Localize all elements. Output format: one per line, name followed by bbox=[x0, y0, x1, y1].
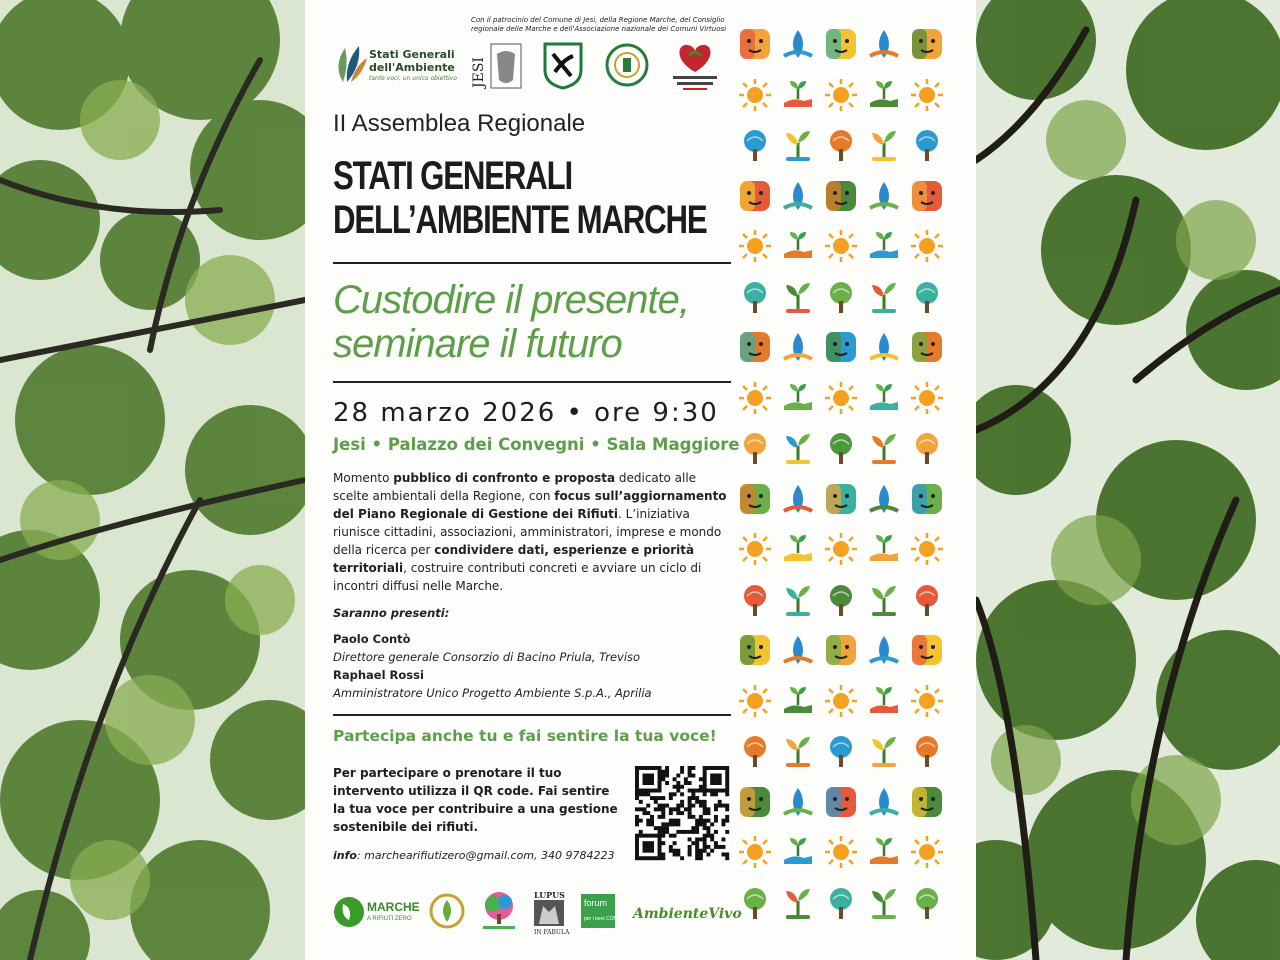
sun-icon bbox=[823, 531, 859, 567]
tree-icon bbox=[737, 279, 773, 315]
sprout-icon bbox=[866, 582, 902, 618]
sprout-icon bbox=[780, 127, 816, 163]
speaker-name: Paolo Contò bbox=[333, 632, 411, 646]
water-drop-icon bbox=[866, 784, 902, 820]
consiglio-regionale-logo bbox=[605, 40, 649, 94]
water-drop-icon bbox=[866, 329, 902, 365]
sprout-icon bbox=[866, 430, 902, 466]
mask-face-icon bbox=[909, 26, 945, 62]
hand-plant-icon bbox=[866, 683, 902, 719]
mask-face-icon bbox=[737, 632, 773, 668]
lupus-sub: IN FABULA bbox=[534, 929, 570, 936]
tree-icon bbox=[823, 127, 859, 163]
tree-icon bbox=[737, 127, 773, 163]
hand-plant-icon bbox=[780, 834, 816, 870]
mask-face-icon bbox=[737, 329, 773, 365]
speakers-heading: Saranno presenti: bbox=[333, 606, 450, 620]
desc-bold: pubblico di confronto e proposta bbox=[393, 471, 616, 485]
sun-icon bbox=[909, 228, 945, 264]
water-drop-icon bbox=[780, 481, 816, 517]
water-drop-icon bbox=[780, 632, 816, 668]
mask-face-icon bbox=[909, 632, 945, 668]
regione-marche-logo bbox=[541, 40, 585, 94]
tree-icon bbox=[737, 582, 773, 618]
info-label: info bbox=[333, 849, 357, 862]
contact-info bbox=[333, 849, 615, 862]
logo-line1: Stati Generali bbox=[369, 48, 455, 61]
lupus-in-fabula-logo bbox=[531, 890, 570, 940]
sun-icon bbox=[823, 683, 859, 719]
ambiente-label: AmbienteVivo bbox=[633, 906, 742, 922]
tree-icon bbox=[909, 127, 945, 163]
marche-rifiuti-zero-logo bbox=[333, 894, 423, 934]
event-date: 28 marzo 2026 • ore 9:30 bbox=[333, 398, 719, 428]
tree-canopy-left bbox=[0, 0, 305, 960]
tree-icon bbox=[823, 279, 859, 315]
desc-bold: focus sull’aggiornamento del Piano Regionale di Gestione dei Rifiuti bbox=[333, 489, 727, 521]
qr-code[interactable] bbox=[635, 766, 729, 860]
forum-label: forum bbox=[584, 898, 608, 908]
hand-plant-icon bbox=[780, 228, 816, 264]
info-text: : marchearifiutizero@gmail.com, 340 9784223 bbox=[356, 849, 615, 862]
ambiente-vivo-logo bbox=[631, 898, 742, 932]
speakers-section bbox=[333, 604, 731, 702]
desc-text: , costruire contributi concreti e avviare un ciclo di incontri diffusi nelle Marche. bbox=[333, 561, 702, 593]
tree-icon bbox=[909, 733, 945, 769]
tree-icon bbox=[823, 733, 859, 769]
marche-label: MARCHE bbox=[367, 900, 420, 914]
sun-icon bbox=[737, 77, 773, 113]
mask-face-icon bbox=[823, 632, 859, 668]
desc-text: Momento bbox=[333, 471, 394, 485]
sun-icon bbox=[909, 683, 945, 719]
sun-icon bbox=[737, 834, 773, 870]
speaker-role: Direttore generale Consorzio di Bacino Priula, Treviso bbox=[333, 650, 641, 664]
comuni-virtuosi-logo bbox=[665, 38, 725, 96]
desc-text: . L’iniziativa riunisce cittadini, associazioni, amministratori, imprese e mondo della ricerca per bbox=[333, 507, 722, 557]
tree-icon bbox=[737, 733, 773, 769]
tree-icon bbox=[909, 430, 945, 466]
leaves-logo-icon bbox=[333, 42, 367, 84]
tree-icon bbox=[737, 430, 773, 466]
hand-plant-icon bbox=[866, 380, 902, 416]
water-drop-icon bbox=[866, 178, 902, 214]
hand-plant-icon bbox=[780, 380, 816, 416]
tree-icon bbox=[909, 582, 945, 618]
forum-beni-comuni-logo bbox=[581, 894, 627, 936]
event-description bbox=[333, 469, 731, 595]
speaker-role: Amministratore Unico Progetto Ambiente S.p.A., Aprilia bbox=[333, 686, 652, 700]
divider bbox=[333, 262, 731, 264]
mask-face-icon bbox=[823, 784, 859, 820]
mask-face-icon bbox=[823, 178, 859, 214]
jesi-label: JESI bbox=[471, 57, 487, 88]
tree-icon bbox=[823, 582, 859, 618]
cta-headline: Partecipa anche tu e fai sentire la tua voce! bbox=[333, 727, 717, 745]
water-drop-icon bbox=[780, 178, 816, 214]
divider bbox=[333, 381, 731, 383]
sun-icon bbox=[823, 380, 859, 416]
hand-plant-icon bbox=[780, 683, 816, 719]
sun-icon bbox=[823, 77, 859, 113]
sprout-icon bbox=[780, 733, 816, 769]
sprout-icon bbox=[866, 127, 902, 163]
sun-icon bbox=[737, 683, 773, 719]
mask-face-icon bbox=[737, 784, 773, 820]
event-poster bbox=[305, 0, 976, 960]
water-drop-icon bbox=[780, 329, 816, 365]
event-venue: Jesi • Palazzo dei Convegni • Sala Maggiore bbox=[333, 435, 740, 454]
jesi-coat-of-arms bbox=[471, 40, 525, 96]
sun-icon bbox=[909, 77, 945, 113]
water-drop-icon bbox=[866, 632, 902, 668]
sprout-icon bbox=[780, 430, 816, 466]
sponsor-logos bbox=[333, 890, 742, 936]
hand-plant-icon bbox=[866, 834, 902, 870]
hand-plant-icon bbox=[866, 77, 902, 113]
sprout-icon bbox=[780, 582, 816, 618]
sun-icon bbox=[823, 834, 859, 870]
forum-sub: per i beni COMUNI bbox=[584, 916, 627, 922]
stati-generali-logo bbox=[333, 40, 458, 86]
event-title-line2: DELL’AMBIENTE MARCHE bbox=[333, 198, 707, 242]
mask-face-icon bbox=[823, 481, 859, 517]
tree-icon bbox=[737, 885, 773, 921]
tree-icon bbox=[909, 885, 945, 921]
hand-plant-icon bbox=[780, 77, 816, 113]
sprout-icon bbox=[866, 279, 902, 315]
tree-icon bbox=[823, 430, 859, 466]
tagline-line1: Custodire il presente, bbox=[333, 278, 689, 322]
tree-canopy-right bbox=[976, 0, 1280, 960]
sprout-icon bbox=[780, 885, 816, 921]
water-drop-icon bbox=[866, 26, 902, 62]
water-drop-icon bbox=[866, 481, 902, 517]
event-subtitle: II Assemblea Regionale bbox=[333, 110, 586, 137]
mask-face-icon bbox=[737, 26, 773, 62]
mask-face-icon bbox=[909, 481, 945, 517]
mask-face-icon bbox=[737, 178, 773, 214]
sprout-icon bbox=[780, 279, 816, 315]
ecology-icon-grid bbox=[737, 26, 957, 946]
patronage-text: Con il patrocinio del Comune di Jesi, della Regione Marche, del Consiglio regionale delle Marche e dell'Associazione nazionale dei Comuni Virtuosi bbox=[471, 16, 727, 33]
mask-face-icon bbox=[823, 26, 859, 62]
speaker-name: Raphael Rossi bbox=[333, 668, 424, 682]
sun-icon bbox=[737, 531, 773, 567]
marche-sub: A RIFIUTI ZERO bbox=[367, 916, 412, 922]
desc-bold: condividere dati, esperienze e priorità territoriali bbox=[333, 543, 695, 575]
mask-face-icon bbox=[909, 178, 945, 214]
divider bbox=[333, 714, 731, 716]
hand-plant-icon bbox=[780, 531, 816, 567]
mask-face-icon bbox=[909, 329, 945, 365]
mask-face-icon bbox=[909, 784, 945, 820]
sun-icon bbox=[737, 228, 773, 264]
mask-face-icon bbox=[823, 329, 859, 365]
tree-icon bbox=[823, 885, 859, 921]
sprout-icon bbox=[866, 885, 902, 921]
sun-icon bbox=[909, 380, 945, 416]
desc-text: dedicato alle scelte ambientali della Regione, con bbox=[333, 471, 697, 503]
sponsor-tree-logo bbox=[479, 890, 519, 936]
cta-text: Per partecipare o prenotare il tuo intervento utilizza il QR code. Fai sentire la tua voce per contribuire a una gestione sostenibile dei rifiuti. bbox=[333, 766, 618, 834]
sun-icon bbox=[737, 380, 773, 416]
sun-icon bbox=[909, 834, 945, 870]
water-drop-icon bbox=[780, 784, 816, 820]
hand-plant-icon bbox=[866, 228, 902, 264]
hand-plant-icon bbox=[866, 531, 902, 567]
event-title bbox=[333, 154, 707, 242]
sprout-icon bbox=[866, 733, 902, 769]
tagline bbox=[333, 278, 689, 366]
sponsor-seal-logo bbox=[429, 892, 465, 934]
tagline-line2: seminare il futuro bbox=[333, 322, 622, 366]
logo-line2: dell'Ambiente bbox=[369, 61, 455, 74]
logo-tagline: tante voci, un unico obiettivo bbox=[369, 75, 457, 82]
event-title-line1: STATI GENERALI bbox=[333, 154, 572, 198]
water-drop-icon bbox=[780, 26, 816, 62]
lupus-label: LUPUS bbox=[534, 890, 565, 900]
mask-face-icon bbox=[737, 481, 773, 517]
tree-icon bbox=[909, 279, 945, 315]
sun-icon bbox=[909, 531, 945, 567]
sun-icon bbox=[823, 228, 859, 264]
